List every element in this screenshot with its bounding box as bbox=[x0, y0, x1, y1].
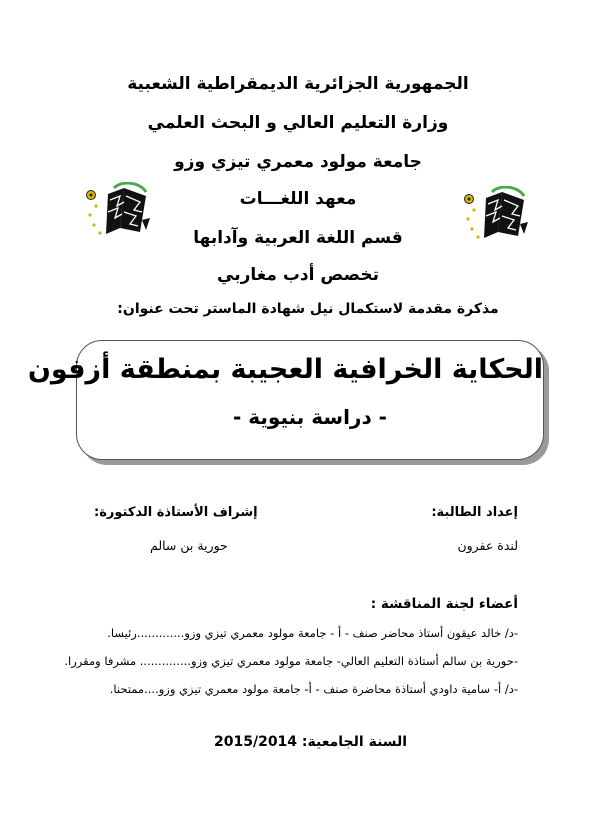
ministry-line: وزارة التعليم العالي و البحث العلمي bbox=[147, 113, 449, 133]
academic-year bbox=[214, 734, 407, 750]
republic-line: الجمهورية الجزائرية الديمقراطية الشعبية bbox=[127, 74, 469, 94]
university-emblem-icon bbox=[84, 182, 154, 244]
department-line: قسم اللغة العربية وآدابها bbox=[193, 228, 403, 248]
university-logo-right bbox=[462, 186, 532, 248]
academic-year-label: السنة الجامعية: bbox=[301, 734, 408, 750]
university-logo-left bbox=[84, 182, 154, 244]
committee-member: -د/ خالد عيقون أستاذ محاضر صنف - أ - جامعة مولود معمري تيزي وزو.............رئيسا. bbox=[107, 626, 518, 640]
specialty-line: تخصص أدب مغاربي bbox=[217, 265, 379, 285]
committee-member: -د/ أ- سامية داودي أستاذة محاضرة صنف - أ- جامعة مولود معمري تيزي وزو....ممتحنا. bbox=[109, 682, 518, 696]
committee-member: -حورية بن سالم أستاذة التعليم العالي- جامعة مولود معمري تيزي وزو.............. مشرفا ومقررا. bbox=[64, 654, 518, 668]
university-emblem-icon bbox=[462, 186, 532, 248]
memo-intro: مذكرة مقدمة لاستكمال نيل شهادة الماستر تحت عنوان: bbox=[117, 301, 499, 317]
committee-heading: أعضاء لجنة المناقشة : bbox=[370, 596, 518, 612]
university-line: جامعة مولود معمري تيزي وزو bbox=[174, 152, 422, 172]
thesis-title: الحكاية الخرافية العجيبة بمنطقة أزفون bbox=[27, 354, 543, 385]
thesis-subtitle: - دراسة بنيوية - bbox=[233, 405, 387, 429]
student-name: لندة عفرون bbox=[457, 538, 518, 553]
academic-year-value: 2015/2014 bbox=[214, 734, 298, 750]
supervisor-label: إشراف الأستاذة الدكتورة: bbox=[94, 505, 258, 520]
title-box bbox=[27, 340, 544, 460]
student-label: إعداد الطالبة: bbox=[431, 505, 518, 520]
institute-line: معهد اللغـــات bbox=[239, 189, 357, 209]
supervisor-name: حورية بن سالم bbox=[150, 538, 228, 553]
